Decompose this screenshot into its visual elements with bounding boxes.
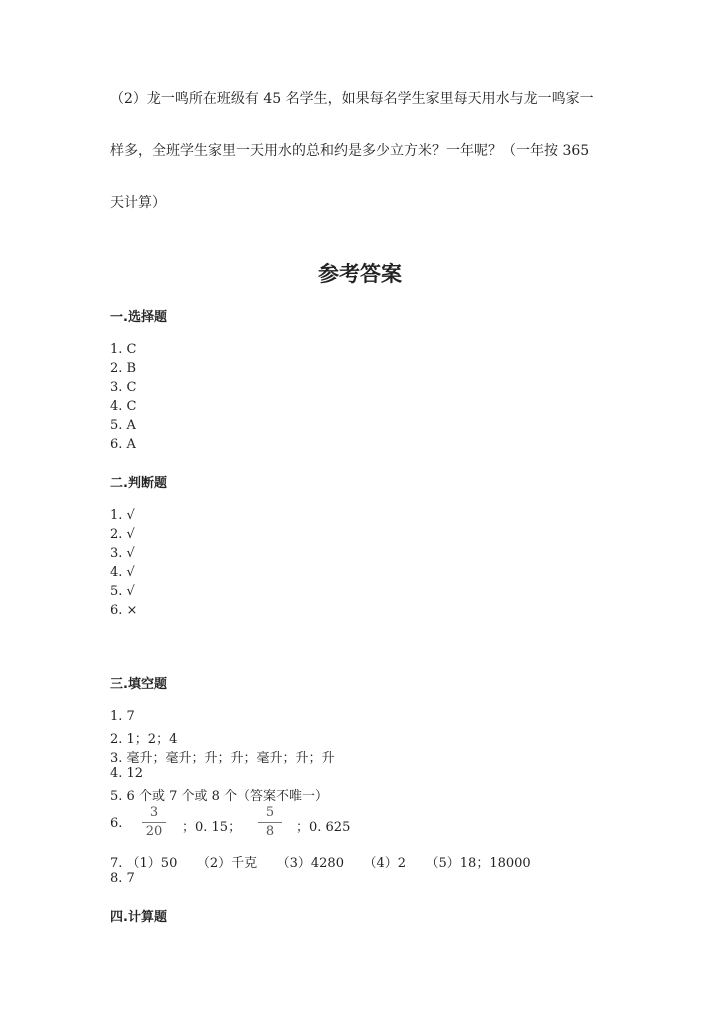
judgment-answer-4: 4. √ [110,565,135,580]
fill-answer-5: 5. 6 个或 7 个或 8 个（答案不唯一） [110,789,329,804]
judgment-answer-5: 5. √ [110,584,135,599]
judgment-answer-1: 1. √ [110,508,135,523]
choice-answer-2: 2. B [110,361,137,376]
fill-answer-6-end: ；0. 625 [296,820,351,835]
question-line-3: 天计算） [110,195,166,211]
section-heading-judgment: 二.判断题 [110,476,167,491]
choice-answer-5: 5. A [110,418,136,433]
judgment-answer-6: 6. × [110,603,138,618]
judgment-answer-2: 2. √ [110,527,135,542]
section-heading-fill: 三.填空题 [110,677,167,692]
fraction-5-8 [258,805,282,840]
answer-key-title: 参考答案 [318,262,402,286]
fill-answer-7: 7. （1）50 （2）千克 （3）4280 （4）2 （5）18；18000 [110,856,531,871]
section-heading-calculation: 四.计算题 [110,910,167,925]
fraction-denominator: 8 [265,824,275,839]
choice-answer-4: 4. C [110,399,137,414]
choice-answer-1: 1. C [110,342,137,357]
fill-answer-8: 8. 7 [110,871,135,886]
fill-answer-4: 4. 12 [110,766,144,781]
fill-answer-3: 3. 毫升；毫升；升；升；毫升；升；升 [110,751,335,766]
question-line-1: （2）龙一鸣所在班级有 45 名学生，如果每名学生家里每天用水与龙一鸣家一 [110,91,594,107]
fill-answer-6-number: 6. [110,816,123,831]
fill-answer-1: 1. 7 [110,709,135,724]
fraction-3-20 [142,805,166,840]
judgment-answer-3: 3. √ [110,546,135,561]
choice-answer-6: 6. A [110,437,136,452]
section-heading-choice: 一.选择题 [110,310,167,325]
choice-answer-3: 3. C [110,380,137,395]
fraction-denominator: 20 [145,824,163,839]
fill-answer-6-middle: ；0. 15； [182,820,242,835]
fraction-numerator: 3 [149,805,159,820]
fill-answer-2: 2. 1；2；4 [110,732,178,747]
fraction-numerator: 5 [265,805,275,820]
question-line-2: 样多，全班学生家里一天用水的总和约是多少立方米？一年呢？（一年按 365 [110,143,590,159]
